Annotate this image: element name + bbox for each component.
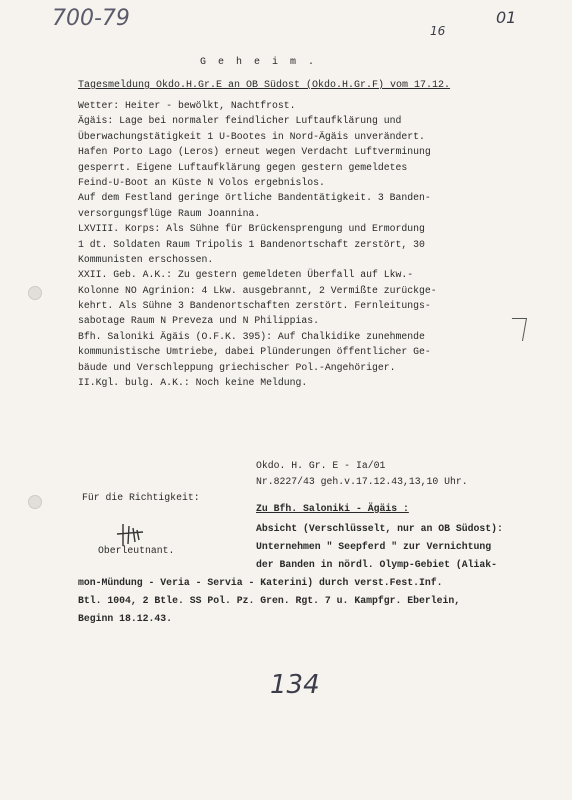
body-line: XXII. Geb. A.K.: Zu gestern gemeldeten Überfall auf Lkw.- xyxy=(78,269,414,281)
addendum-heading: Zu Bfh. Saloniki - Ägäis : xyxy=(256,503,409,514)
body-line: Wetter: Heiter - bewölkt, Nachtfrost. xyxy=(78,100,296,111)
officer-rank: Oberleutnant. xyxy=(98,545,175,556)
sender-line: Okdo. H. Gr. E - Ia/01 xyxy=(256,460,386,471)
body-line: Hafen Porto Lago (Leros) erneut wegen Verdacht Luftverminung xyxy=(78,146,431,158)
punch-hole-bottom xyxy=(28,495,42,509)
body-line: Feind-U-Boot an Küste N Volos ergebnislos. xyxy=(78,176,325,188)
document-classification: G e h e i m . xyxy=(200,57,318,68)
addendum-final-line: Beginn 18.12.43. xyxy=(78,613,173,624)
addendum-line: der Banden in nördl. Olymp-Gebiet (Aliak- xyxy=(256,559,498,570)
body-line: versorgungsflüge Raum Joannina. xyxy=(78,207,261,219)
addendum-line: Absicht (Verschlüsselt, nur an OB Südost): xyxy=(256,523,503,534)
sheet-number-annotation: 01 xyxy=(496,8,517,27)
report-subject: Tagesmeldung Okdo.H.Gr.E an OB Südost (Okdo.H.Gr.F) vom 17.12. xyxy=(78,80,451,91)
archive-number-annotation: 700-79 xyxy=(52,6,130,31)
body-line: bäude und Verschleppung griechischer Pol.-Angehöriger. xyxy=(78,361,396,373)
body-line: Bfh. Saloniki Ägäis (O.F.K. 395): Auf Chalkidike zunehmende xyxy=(78,330,425,342)
report-body xyxy=(78,98,518,390)
body-line: Kolonne NO Agrinion: 4 Lkw. ausgebrannt, 2 Vermißte zurückge- xyxy=(78,284,437,296)
body-line: sabotage Raum N Preveza und N Philippias. xyxy=(78,315,320,327)
body-line: LXVIII. Korps: Als Sühne für Brückensprengung und Ermordung xyxy=(78,223,425,235)
reference-line: Nr.8227/43 geh.v.17.12.43,13,10 Uhr. xyxy=(256,476,468,487)
body-line: gesperrt. Eigene Luftaufklärung gegen gestern gemeldetes xyxy=(78,161,408,173)
body-line: Auf dem Festland geringe örtliche Bandentätigkeit. 3 Banden- xyxy=(78,192,431,204)
body-line: Kommunisten erschossen. xyxy=(78,253,214,265)
body-line: II.Kgl. bulg. A.K.: Noch keine Meldung. xyxy=(78,377,308,389)
body-line: kehrt. Als Sühne 3 Bandenortschaften zerstört. Fernleitungs- xyxy=(78,300,431,312)
addendum-final-line: mon-Mündung - Veria - Servia - Katerini) durch verst.Fest.Inf. xyxy=(78,577,443,588)
body-line: kommunistische Umtriebe, dabei Plünderungen öffentlicher Ge- xyxy=(78,346,431,358)
page-number-annotation: 16 xyxy=(430,24,446,38)
body-line: Ägäis: Lage bei normaler feindlicher Luftaufklärung und xyxy=(78,115,402,127)
addendum-final-line: Btl. 1004, 2 Btle. SS Pol. Pz. Gren. Rgt. 7 u. Kampfgr. Eberlein, xyxy=(78,595,461,606)
folio-number-annotation: 134 xyxy=(270,670,320,700)
addendum-line: Unternehmen " Seepferd " zur Vernichtung xyxy=(256,541,492,552)
body-line: 1 dt. Soldaten Raum Tripolis 1 Bandenortschaft zerstört, 30 xyxy=(78,238,425,250)
body-line: Überwachungstätigkeit 1 U-Bootes in Nord-Ägäis unverändert. xyxy=(78,130,425,142)
attestation-label: Für die Richtigkeit: xyxy=(82,492,200,503)
punch-hole-top xyxy=(28,286,42,300)
